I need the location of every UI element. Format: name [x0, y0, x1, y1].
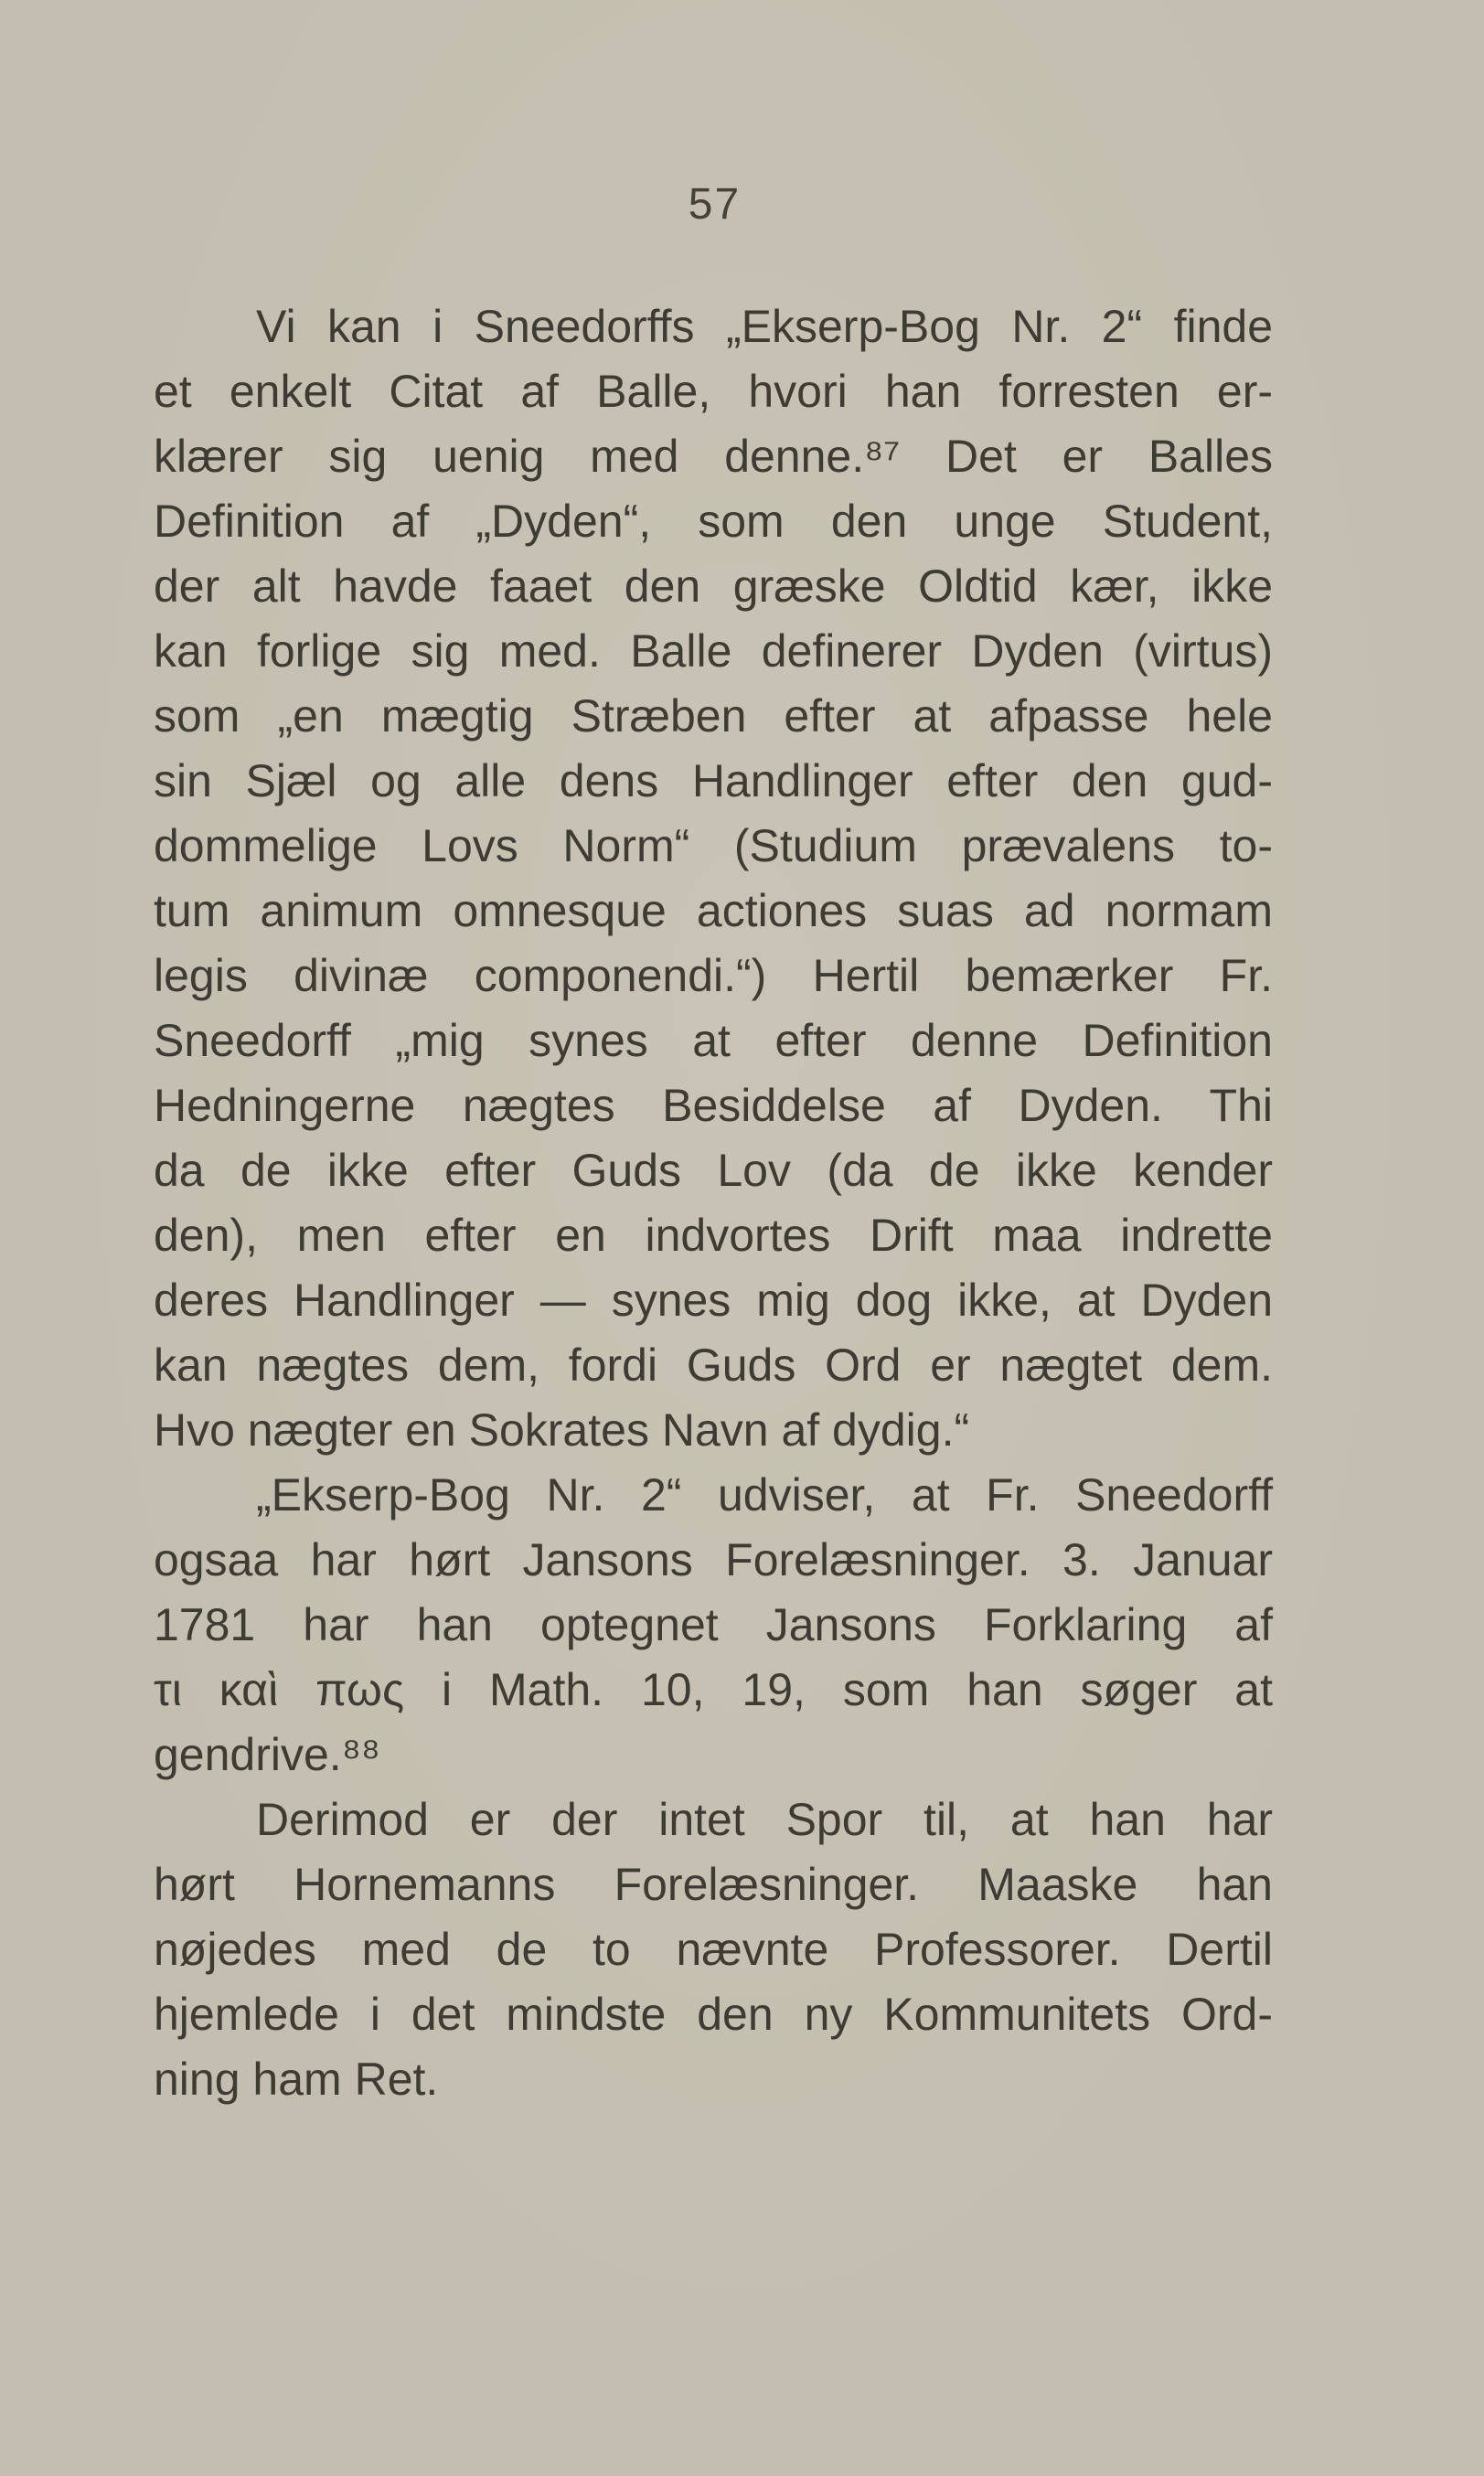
text-line: Sneedorff „mig synes at efter denne Definition: [154, 1015, 1273, 1066]
text-line: Definition af „Dyden“, som den unge Student,: [154, 496, 1273, 547]
text-line: hørt Hornemanns Forelæsninger. Maaske han: [154, 1859, 1273, 1910]
text-line: gendrive.⁸⁸: [154, 1729, 380, 1780]
text-line: deres Handlinger — synes mig dog ikke, at Dyden: [154, 1275, 1273, 1326]
text-line: som „en mægtig Stræben efter at afpasse hele: [154, 690, 1273, 742]
text-line: kan forlige sig med. Balle definerer Dyden (virtus): [154, 625, 1273, 677]
text-line: „Ekserp-Bog Nr. 2“ udviser, at Fr. Sneedorff: [256, 1469, 1273, 1521]
text-line: sin Sjæl og alle dens Handlinger efter den gud-: [154, 755, 1273, 806]
text-line: klærer sig uenig med denne.⁸⁷ Det er Balles: [154, 431, 1273, 482]
page-number: 57: [688, 180, 742, 229]
text-line: der alt havde faaet den græske Oldtid kær, ikke: [154, 560, 1273, 612]
text-line: ning ham Ret.: [154, 2054, 439, 2105]
text-line: et enkelt Citat af Balle, hvori han forresten er-: [154, 366, 1273, 417]
text-line: nøjedes med de to nævnte Professorer. Dertil: [154, 1924, 1273, 1975]
text-line: dommelige Lovs Norm“ (Studium prævalens to-: [154, 820, 1273, 871]
text-line: hjemlede i det mindste den ny Kommunitets Ord-: [154, 1989, 1273, 2040]
text-line: ogsaa har hørt Jansons Forelæsninger. 3. Januar: [154, 1534, 1273, 1585]
text-line: kan nægtes dem, fordi Guds Ord er nægtet dem.: [154, 1339, 1273, 1391]
text-line: da de ikke efter Guds Lov (da de ikke kender: [154, 1145, 1273, 1196]
body-text: [154, 294, 1273, 2112]
text-line: den), men efter en indvortes Drift maa indrette: [154, 1210, 1273, 1261]
text-line: Vi kan i Sneedorffs „Ekserp-Bog Nr. 2“ finde: [256, 301, 1273, 352]
text-line: Hedningerne nægtes Besiddelse af Dyden. Thi: [154, 1080, 1273, 1131]
text-line: Hvo nægter en Sokrates Navn af dydig.“: [154, 1404, 970, 1456]
text-line: Derimod er der intet Spor til, at han har: [256, 1794, 1273, 1845]
text-line: tum animum omnesque actiones suas ad normam: [154, 885, 1273, 936]
text-line: legis divinæ componendi.“) Hertil bemærker Fr.: [154, 950, 1273, 1001]
text-line: 1781 har han optegnet Jansons Forklaring af: [154, 1599, 1273, 1650]
text-line: τι καὶ πως i Math. 10, 19, som han søger at: [154, 1664, 1273, 1715]
